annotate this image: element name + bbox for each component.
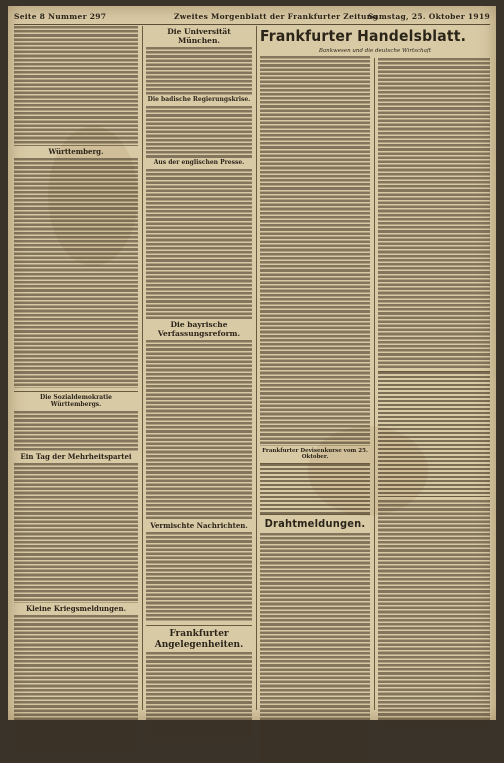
masthead-subtitle: Bankwesen und die deutsche Wirtschaft: [318, 47, 432, 54]
article-heading: Drahtmeldungen.: [264, 517, 366, 531]
column-2: [146, 26, 252, 712]
issue-date: Samstag, 25. Oktober 1919: [367, 12, 490, 21]
column-3: [260, 26, 467, 712]
article-heading: Frankfurter Angelegenheiten.: [154, 629, 244, 650]
stock-table: [378, 371, 490, 497]
body-text: [378, 500, 490, 730]
table-heading: Frankfurter Devisenkurse vom 25. Oktober.: [262, 447, 368, 461]
body-text: [378, 58, 490, 368]
body-text: [14, 158, 138, 388]
column-rule: [142, 26, 143, 710]
body-text: [260, 533, 370, 763]
divider: [14, 391, 138, 392]
body-text: [146, 652, 252, 742]
article-heading: Aus der englischen Presse.: [153, 159, 245, 167]
article-heading: Württemberg.: [48, 147, 104, 156]
article-heading: Die badische Regierungskrise.: [147, 96, 251, 104]
article-heading: Ein Tag der Mehrheitspartei: [20, 451, 132, 461]
page-header: [14, 10, 490, 25]
article-heading: Die Sozialdemokratie Württembergs.: [39, 394, 112, 408]
article-heading: Die bayrische Verfassungsreform.: [157, 320, 241, 338]
newspaper-page: [8, 6, 496, 720]
column-rule: [256, 26, 257, 710]
body-text: [146, 340, 252, 520]
page-number: Seite 8 Nummer 297: [14, 12, 107, 21]
column-1: [14, 26, 138, 712]
column-rule: [374, 58, 375, 710]
newspaper-title: Zweites Morgenblatt der Frankfurter Zeitung: [174, 12, 379, 21]
body-text: [146, 532, 252, 622]
body-text: [260, 56, 370, 446]
article-heading: Vermischte Nachrichten.: [150, 521, 248, 531]
body-text: [14, 615, 138, 755]
column-4: [378, 58, 490, 712]
article-heading: Die Universität München.: [167, 27, 231, 45]
divider: [146, 625, 252, 626]
body-text: [146, 47, 252, 95]
body-text: [146, 169, 252, 319]
article-heading: Kleine Kriegsmeldungen.: [25, 603, 127, 613]
body-text: [146, 106, 252, 158]
currency-table: [260, 463, 370, 515]
body-text: [14, 411, 138, 451]
masthead-handelsblatt: Frankfurter Handelsblatt.: [260, 27, 467, 45]
body-text: [14, 26, 138, 146]
body-text: [14, 463, 138, 603]
